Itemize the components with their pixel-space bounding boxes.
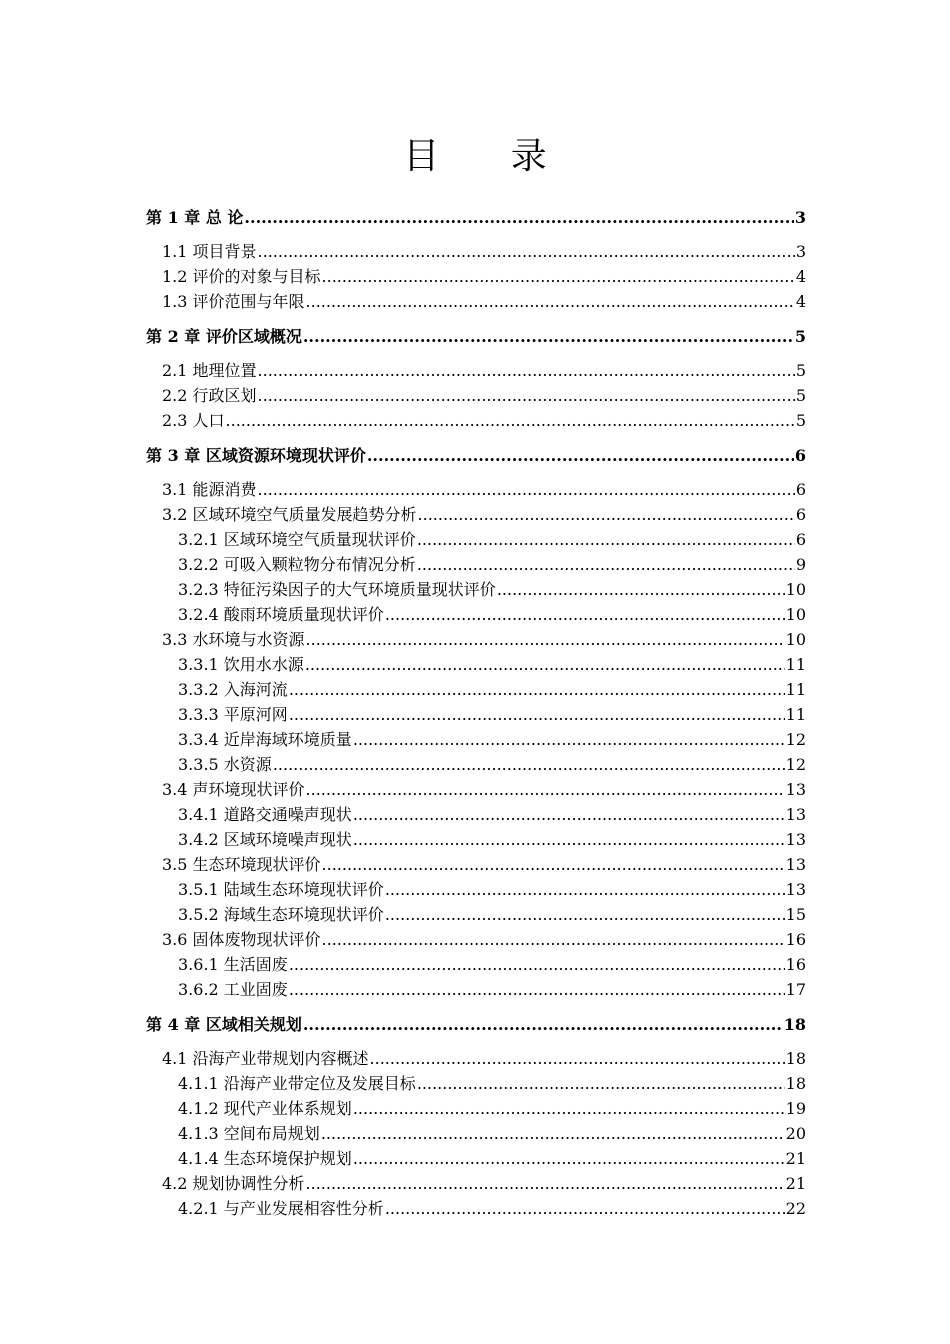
toc-leader-dots	[303, 326, 794, 348]
toc-page-number: 16	[785, 955, 806, 974]
toc-page-number: 5	[795, 386, 806, 405]
toc-leader-dots	[385, 879, 785, 901]
toc-page-number: 10	[785, 630, 806, 649]
toc-leader-dots	[226, 410, 795, 432]
toc-entry[interactable]	[178, 1098, 806, 1120]
toc-page-number: 3	[795, 242, 806, 261]
toc-leader-dots	[322, 854, 785, 876]
toc-entry[interactable]	[178, 904, 806, 926]
toc-entry[interactable]	[162, 266, 806, 288]
toc-entry-label: 第 4 章 区域相关规划	[146, 1015, 302, 1034]
toc-page-number: 21	[785, 1149, 806, 1168]
toc-entry-label: 2.2 行政区划	[162, 386, 257, 405]
toc-page-number: 5	[794, 327, 806, 346]
toc-entry-label: 4.1 沿海产业带规划内容概述	[162, 1049, 369, 1068]
toc-leader-dots	[244, 207, 793, 229]
toc-entry[interactable]	[178, 604, 806, 626]
toc-leader-dots	[289, 954, 785, 976]
toc-entry-label: 3.2.4 酸雨环境质量现状评价	[178, 605, 384, 624]
toc-entry-label: 第 3 章 区域资源环境现状评价	[146, 446, 366, 465]
toc-entry[interactable]	[162, 504, 806, 526]
toc-leader-dots	[306, 629, 785, 651]
toc-page-number: 11	[785, 655, 806, 674]
toc-page-number: 6	[795, 530, 806, 549]
toc-entry[interactable]	[178, 979, 806, 1001]
toc-page-number: 13	[785, 880, 806, 899]
toc-entry[interactable]	[178, 579, 806, 601]
toc-page-number: 12	[785, 730, 806, 749]
toc-leader-dots	[303, 1014, 783, 1036]
toc-entry[interactable]	[178, 1198, 806, 1220]
toc-entry[interactable]	[162, 241, 806, 263]
toc-entry[interactable]	[162, 929, 806, 951]
toc-entry[interactable]	[178, 529, 806, 551]
toc-entry-label: 4.2 规划协调性分析	[162, 1174, 305, 1193]
toc-entry-label: 3.2 区域环境空气质量发展趋势分析	[162, 505, 417, 524]
toc-page-number: 13	[785, 805, 806, 824]
toc-leader-dots	[289, 704, 785, 726]
toc-entry[interactable]	[178, 1148, 806, 1170]
toc-page-number: 10	[785, 605, 806, 624]
toc-leader-dots	[305, 654, 785, 676]
toc-entry[interactable]	[178, 554, 806, 576]
toc-entry-label: 4.1.4 生态环境保护规划	[178, 1149, 352, 1168]
toc-page-number: 6	[794, 446, 806, 465]
toc-chapter-entry[interactable]	[146, 445, 806, 467]
toc-page-number: 13	[785, 855, 806, 874]
toc-entry[interactable]	[162, 479, 806, 501]
toc-entry-label: 第 1 章 总 论	[146, 208, 244, 227]
toc-page-number: 18	[785, 1074, 806, 1093]
toc-page-number: 17	[785, 980, 806, 999]
toc-entry[interactable]	[178, 679, 806, 701]
toc-page-number: 5	[795, 361, 806, 380]
toc-leader-dots	[353, 829, 785, 851]
toc-entry-label: 3.5.2 海域生态环境现状评价	[178, 905, 384, 924]
toc-page-number: 18	[783, 1015, 806, 1034]
toc-entry-label: 3.4 声环境现状评价	[162, 780, 305, 799]
toc-page-number: 6	[795, 480, 806, 499]
toc-entry-label: 3.2.3 特征污染因子的大气环境质量现状评价	[178, 580, 496, 599]
toc-entry-label: 3.3.1 饮用水水源	[178, 655, 304, 674]
toc-entry[interactable]	[178, 704, 806, 726]
toc-leader-dots	[353, 1098, 785, 1120]
toc-entry-label: 3.3 水环境与水资源	[162, 630, 305, 649]
toc-entry[interactable]	[162, 410, 806, 432]
toc-page-number: 18	[785, 1049, 806, 1068]
toc-entry[interactable]	[178, 1073, 806, 1095]
toc-leader-dots	[353, 804, 785, 826]
toc-entry-label: 3.3.3 平原河网	[178, 705, 288, 724]
toc-page-number: 22	[785, 1199, 806, 1218]
toc-leader-dots	[322, 266, 795, 288]
toc-entry-label: 3.3.2 入海河流	[178, 680, 288, 699]
toc-entry-label: 3.6.2 工业固废	[178, 980, 288, 999]
toc-leader-dots	[385, 604, 785, 626]
toc-leader-dots	[367, 445, 794, 467]
toc-entry-label: 3.6.1 生活固废	[178, 955, 288, 974]
toc-entry-label: 3.5 生态环境现状评价	[162, 855, 321, 874]
toc-page-number: 3	[794, 208, 806, 227]
page-title: 目 录	[403, 136, 577, 177]
toc-page-number: 5	[795, 411, 806, 430]
toc-entry-label: 第 2 章 评价区域概况	[146, 327, 302, 346]
toc-entry[interactable]	[162, 854, 806, 876]
toc-entry[interactable]	[162, 360, 806, 382]
toc-chapter-entry[interactable]	[146, 326, 806, 348]
toc-page-number: 13	[785, 830, 806, 849]
toc-leader-dots	[385, 1198, 785, 1220]
toc-entry-label: 3.4.2 区域环境噪声现状	[178, 830, 352, 849]
toc-entry[interactable]	[162, 779, 806, 801]
toc-entry[interactable]	[178, 829, 806, 851]
toc-page-number: 13	[785, 780, 806, 799]
toc-page-number: 11	[785, 705, 806, 724]
toc-leader-dots	[353, 1148, 785, 1170]
toc-entry[interactable]	[178, 879, 806, 901]
toc-page-number: 9	[795, 555, 806, 574]
toc-entry[interactable]	[178, 804, 806, 826]
toc-entry-label: 4.1.3 空间布局规划	[178, 1124, 320, 1143]
toc-leader-dots	[417, 554, 795, 576]
toc-chapter-entry[interactable]	[146, 1014, 806, 1036]
toc-leader-dots	[370, 1048, 785, 1070]
toc-page-number: 19	[785, 1099, 806, 1118]
toc-leader-dots	[497, 579, 785, 601]
toc-chapter-entry[interactable]	[146, 207, 806, 229]
toc-entry-label: 4.1.2 现代产业体系规划	[178, 1099, 352, 1118]
toc-leader-dots	[306, 1173, 785, 1195]
toc-leader-dots	[321, 1123, 785, 1145]
toc-entry-label: 2.1 地理位置	[162, 361, 257, 380]
toc-leader-dots	[306, 779, 785, 801]
toc-entry-label: 3.6 固体废物现状评价	[162, 930, 321, 949]
toc-page-number: 4	[795, 267, 806, 286]
toc-entry[interactable]	[162, 385, 806, 407]
toc-entry-label: 3.3.4 近岸海域环境质量	[178, 730, 352, 749]
toc-leader-dots	[273, 754, 785, 776]
toc-leader-dots	[258, 241, 795, 263]
toc-leader-dots	[289, 679, 785, 701]
toc-entry-label: 3.4.1 道路交通噪声现状	[178, 805, 352, 824]
toc-entry-label: 3.5.1 陆域生态环境现状评价	[178, 880, 384, 899]
toc-leader-dots	[258, 479, 795, 501]
toc-entry[interactable]	[162, 1173, 806, 1195]
toc-leader-dots	[417, 529, 795, 551]
toc-leader-dots	[322, 929, 785, 951]
toc-page-number: 15	[785, 905, 806, 924]
toc-entry[interactable]	[178, 654, 806, 676]
toc-page-number: 12	[785, 755, 806, 774]
toc-leader-dots	[306, 291, 795, 313]
toc-entry-label: 1.1 项目背景	[162, 242, 257, 261]
toc-leader-dots	[418, 504, 795, 526]
toc-entry-label: 4.1.1 沿海产业带定位及发展目标	[178, 1074, 416, 1093]
toc-page-number: 20	[785, 1124, 806, 1143]
toc-entry-label: 3.2.2 可吸入颗粒物分布情况分析	[178, 555, 416, 574]
toc-entry-label: 3.3.5 水资源	[178, 755, 272, 774]
toc-entry[interactable]	[162, 1048, 806, 1070]
toc-leader-dots	[258, 360, 795, 382]
toc-entry-label: 1.2 评价的对象与目标	[162, 267, 321, 286]
toc-leader-dots	[385, 904, 785, 926]
toc-page-number: 16	[785, 930, 806, 949]
toc-leader-dots	[258, 385, 795, 407]
toc-page-number: 4	[795, 292, 806, 311]
toc-page-number: 6	[795, 505, 806, 524]
toc-entry[interactable]	[178, 754, 806, 776]
toc-page-number: 21	[785, 1174, 806, 1193]
toc-entry[interactable]	[178, 954, 806, 976]
toc-entry[interactable]	[162, 629, 806, 651]
toc-entry-label: 3.2.1 区域环境空气质量现状评价	[178, 530, 416, 549]
toc-entry[interactable]	[178, 729, 806, 751]
toc-entry-label: 2.3 人口	[162, 411, 225, 430]
toc-page-number: 10	[785, 580, 806, 599]
toc-leader-dots	[353, 729, 785, 751]
toc-entry-label: 4.2.1 与产业发展相容性分析	[178, 1199, 384, 1218]
toc-entry[interactable]	[162, 291, 806, 313]
toc-entry-label: 3.1 能源消费	[162, 480, 257, 499]
toc-page-number: 11	[785, 680, 806, 699]
toc-entry[interactable]	[178, 1123, 806, 1145]
toc-entry-label: 1.3 评价范围与年限	[162, 292, 305, 311]
toc-leader-dots	[417, 1073, 785, 1095]
toc-leader-dots	[289, 979, 785, 1001]
